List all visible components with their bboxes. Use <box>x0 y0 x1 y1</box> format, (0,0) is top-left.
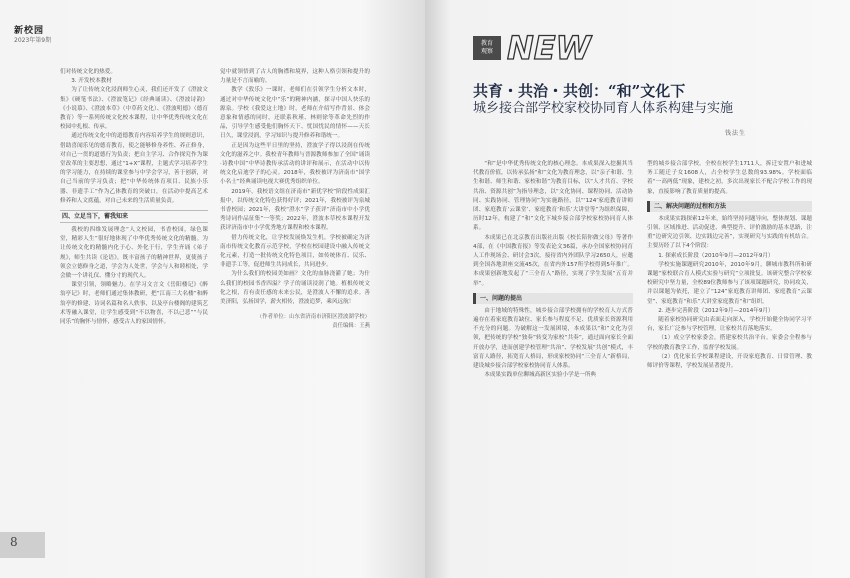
paragraph: 觉中就领悟到了古人的胸襟和境界，这种人格引领和提升的力量是不言而喻的。 <box>220 69 370 85</box>
article-headline: 共育・共治・共创：“和”文化下 <box>473 82 686 100</box>
paragraph: 通过传统文化中的道德教育内容培养学生的规则意识，借助喜闻乐见的德育教育，使之能够修身养性、养正修身，对自己一贯的道德行为负责；把自主学习、合作探究作为课堂改革的主要思想，通过“1+X”课程，主题式学习培养学生的学习能力，在持续的课堂参与中学会学习，善于创新，对自己当前的学习负责；把“中华传统体育项目、民族小乐器、非遗手工”作为乙体教育的突破口，在活动中提高艺术修养和人文底蕴，对自己未来的生活质量负责。 <box>60 133 208 204</box>
left-column-1 <box>60 68 208 327</box>
right-page <box>425 0 850 578</box>
paragraph: 借力传统文化，让学校发展焕发生机。学校被确定为济南市传统文化教育示范学校，学校在校园建设中融入传统文化元素，打造一批传统文化特色项目，如传统体育、民乐、非遗手工等，促进师生共同成长，共同进步。 <box>220 234 370 269</box>
paragraph: 学校实施课题研究2010年，2010年9月，聊城市教科所和研课题“家校联合育人模式实验与研究”立项批复。该研究整合学校家校研究中坚力量，全校89位教师参与了该项课题研究，协同攻关，并以课题为依托，建立了“124”家庭教育讲师团、家庭教育“云课堂”、家庭教育“和乐”大讲堂家庭教育“和”组织。 <box>647 261 812 305</box>
masthead-name: 新校园 <box>14 26 45 36</box>
column-tag-line2: 观察 <box>480 48 493 55</box>
paragraph: 2. 逐步完善阶段（2012年9月—2014年9月） <box>658 307 774 314</box>
article-subhead: 城乡接合部学校家校协同育人体系构建与实施 <box>473 101 734 116</box>
paragraph: 教学《敦乐》一课时，老师们在引领学生分析文本时，通过对中华传统文化中“乐”的精神内涵，探寻中国人快乐的源泉。学校《我爱这土地》时，老师在介绍写作背景、体会意象和情感的同时，还联系秋瑾、林则徐等革命先烈的作品，引导学生感受他们胸怀天下、忧国忧民的情怀——天长日久，课堂浸润，学习知识与提升修养和谐统一。 <box>220 87 370 140</box>
paragraph: 3. 开发校本教材 <box>71 78 112 85</box>
paragraph: 本成果已在北京教育出版社出版《校长陪你做父母》等著作4部，在《中国教育报》等发表论文36篇，承办全国家校协同育人工作现场会、研讨会3次，接待省内外团队学习2650人，应邀到全国各地讲座交流45次，在省内外157所学校得到5年推广。本成果创新地发起了“三全育人”路径，实现了学生发展“五育并举”。 <box>473 234 633 287</box>
masthead-issue: 2023年第9期 <box>14 37 52 44</box>
paragraph: 2019年，我校语文组在济南市“新优学校”阶段性成果汇报中，以传统文化特色获得好评；2021年，我校被评为泉城书香校园；2021年，我校“澄水”学子获评“济南市中小学优秀诗词作品征集”一等奖；2022年，澄波本草校本课程开发获评济南市中小学优秀地方课程和校本课程。 <box>220 188 370 232</box>
responsible-editor: 责任编辑：王燕 <box>332 323 370 330</box>
section-heading: 一、问题的提出 <box>473 293 633 304</box>
masthead <box>14 26 51 45</box>
column-tag-line1: 教育 <box>480 40 493 47</box>
column-tag <box>473 36 501 60</box>
paragraph: 随着家校协同研究由表面走向深入，学校开始健全协同学习平台，家长广泛参与学校管理，让家校共育落地落实。 <box>647 317 812 333</box>
paragraph: 正是因为这些平日里的坚持，澄波学子得以浸润在传统文化的滋养之中。我校青年教师与晋源教师参加了全国“诵读·诗教中国”中华诗教传承活动的讲评和展示，在活动中以传统文化启迪学子的心灵。2018年，我校被评为济南市“国学小名士”经典诵读电视大赛优秀组织单位。 <box>220 142 370 186</box>
page-number-tab <box>0 532 45 558</box>
paragraph: 本成果实践探索12年来，始终坚持问题导向，整体规划、课题引领、区域推进、活动促进、典型提升、评价激励的基本思路，注重“边研究边引领、边实践边完善”，实现研究与实践的有机结合。主要历经了以下4个阶段： <box>647 215 812 250</box>
page-number: 8 <box>10 535 18 549</box>
new-logo-text: NEW <box>507 29 591 66</box>
paragraph: 为了让传统文化浸润师生心灵，我们还开发了《澄波文集》《硬笔书法》、《澄波笔记》《经典诵读》、《澄波诗韵》《小说慕》、《澄波本草》（中草药文化）、《澄波明德》（德育教育）等一系列传统文化校本课程，让中华优秀传统文化在校园中扎根、传承。 <box>60 87 208 131</box>
paragraph: 课堂引领，领略魅力。在学习文言文《岳阳楼记》《醉翁亭记》时，老师们通过集体教研，把“江南三大名楼”和醉翁亭的修建、诗词名篇和名人轶事，以及亭台楼阁的建筑艺术等融入课堂，让学生感受到“不以物喜，不以己悲”“与民同乐”的胸怀与情怀，感受古人的家国情怀。 <box>60 282 208 326</box>
paragraph: 型的城乡接合部学校。全校在校学生1711人，拆迁安置户和进城务工随迁子女1608人，占全校学生总数的93.98%。学校面临着“一高两低”现象，建校之初，多次出现家长不配合学校工作的现象，直接影响了教育质量的提高。 <box>647 161 812 195</box>
article-author: 钱法生 <box>725 130 747 137</box>
new-logo <box>505 28 595 66</box>
author-affiliation: （作者单位：山东省济南市济阳区澄波湖学校） <box>256 314 370 321</box>
section-heading: 二、解决问题的过程和方法 <box>647 201 812 212</box>
paragraph: 为什么我们的校园美如画？文化的血脉浇灌了她；为什么我们的校园书香四溢？学子的诵读浸润了她。植根传统文化之根，育有责任感的未来公民，是澄波人不懈的追求。善美济阳，弘扬国学，薪火相传，澄波追梦，乘风远航！ <box>220 271 370 306</box>
paragraph: （2）优化家长学校课程建设，开设家庭教育、日常管理、教师评价等课程，学校发展显著提升。 <box>647 353 812 370</box>
paragraph: 们对传统文化的热爱。 <box>60 69 116 75</box>
paragraph: （1）成立学校家委会，搭建家校共治平台。家委会全程参与学校的教育教学工作，监督学校发展。 <box>647 335 812 351</box>
paragraph: “和”是中华优秀传统文化的核心理念。本成果深入挖掘其当代教育价值，以传承弘扬“和”文化为教育理念，以“亲子和谐、生生和谐、师生和谐、家校和谐”为教育目标，以“人才共育、学校共治、资源共创”为指导理念，以“文化协同、课程协同、活动协同、实践协同、管理协同”为实施路径，以“‘124’家庭教育讲师团、家庭教育‘云课堂’、家庭教育‘和乐’大讲堂等”为组织保障，历时12年，构建了“和”文化下城乡接合部学校家校协同育人体系。 <box>473 161 633 232</box>
right-column-1 <box>473 160 633 380</box>
right-column-2 <box>647 160 812 371</box>
paragraph: 我校的四维发展理念“人文校园，书香校园，绿色课堂，精彩人生”很好地体现了中华优秀传统文化的精髓。为让传统文化的精髓内化于心、外化于行，学生齐诵《弟子规》，师生共读《论语》，既丰富孩子的精神世界，更使孩子领会立德修身之道，学会为人处世，学会与人和睦相处，学会做一个讲礼仪、懂分寸的现代人。 <box>60 227 208 280</box>
paragraph: 1. 探索成长阶段（2010年9月—2012年9月） <box>658 252 774 259</box>
left-column-2 <box>220 68 370 332</box>
paragraph: 由于地域的特殊性，城乡接合部学校拥有的学校育人方式普遍存在着家庭教育缺位、家长参与程度不足、优质家长资源利用不充分的问题。为破解这一发展困境，本成果以“和”文化为引领，把传统的学校“独奏”转变为家校“共奏”，通过面向家长全面开放办学，进而创建学校管理“共治”、学校发展“共创”模式，丰富育人路径，拓宽育人格局，形成家校协同“三全育人”新格局，建设城乡接合部学校家校协同育人体系。 <box>473 307 633 370</box>
paragraph: 本成果实践单位聊城高新区实验小学是一所典 <box>484 372 597 379</box>
section-heading: 四、立足当下，蓄我知来 <box>60 210 208 223</box>
